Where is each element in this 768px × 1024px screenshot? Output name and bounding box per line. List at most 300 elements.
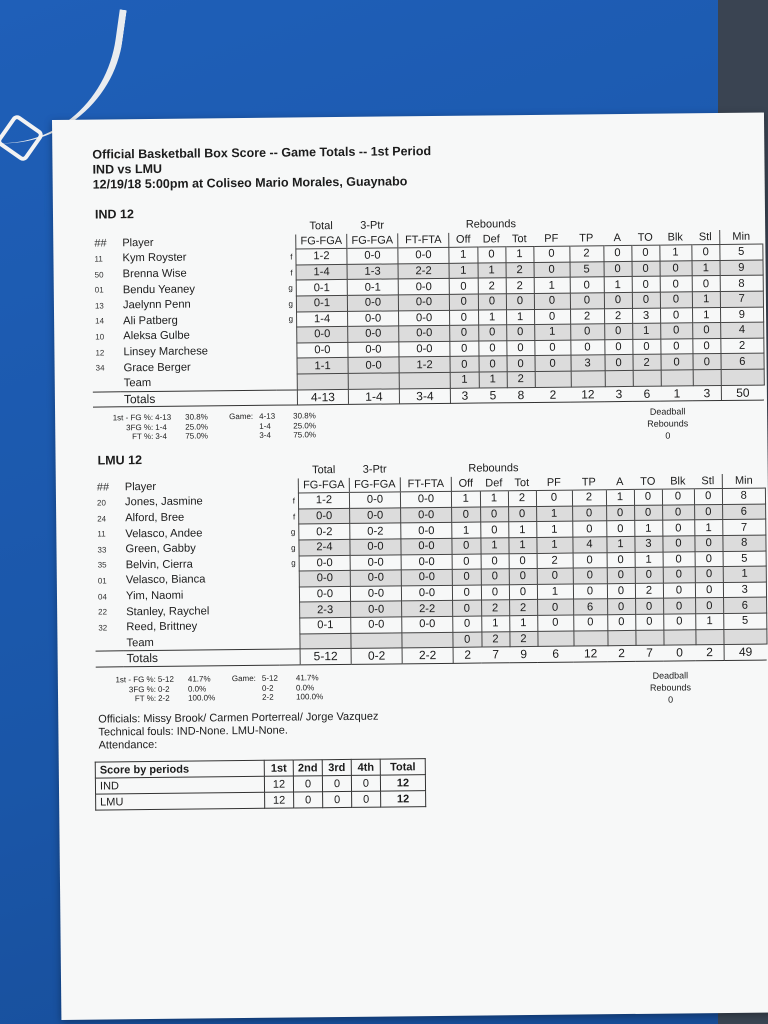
pct-cell: 100.0% <box>188 693 216 703</box>
stat-def: 0 <box>478 341 506 357</box>
stat-off: 0 <box>453 616 482 632</box>
blank-cell <box>279 633 300 649</box>
rebounds-label: Rebounds <box>647 418 689 429</box>
stat-blk: 0 <box>660 276 692 292</box>
stat-pf: 1 <box>534 324 570 340</box>
stat-fg: 0-0 <box>297 342 348 358</box>
stat-fg3: 0-0 <box>348 342 399 358</box>
stat-blk: 0 <box>660 354 692 370</box>
pct-cell: 0.0% <box>295 682 315 692</box>
player-position <box>279 571 300 587</box>
pct-cell: 3-4 <box>155 431 167 441</box>
player-name: Grace Berger <box>123 361 191 374</box>
stat-ft: 0-0 <box>400 492 451 508</box>
team-ft <box>399 372 450 388</box>
stl-header: Stl <box>691 230 720 245</box>
player-number: 33 <box>97 545 107 555</box>
def-header: Def <box>477 232 505 247</box>
ind-shooting-pct <box>99 411 333 442</box>
player-number: 12 <box>95 348 105 358</box>
period-cell: LMU <box>96 792 265 810</box>
stat-pf: 0 <box>533 246 569 262</box>
stat-tot: 1 <box>508 537 536 553</box>
pct-line <box>102 692 336 704</box>
pct-cell: FT %: <box>132 431 154 442</box>
stat-pf: 1 <box>536 521 572 537</box>
stat-to: 2 <box>635 583 663 599</box>
stat-blk: 0 <box>662 520 694 536</box>
stat-tp: 2 <box>569 246 603 262</box>
stat-tot: 1 <box>505 247 533 263</box>
stat-off: 1 <box>452 522 481 538</box>
pct-cell: 30.8% <box>185 412 208 422</box>
team-fg <box>300 633 351 649</box>
stat-tot: 1 <box>506 309 534 325</box>
period-header: 2nd <box>293 760 322 776</box>
stat-tp: 0 <box>572 521 606 537</box>
player-position <box>279 602 300 618</box>
stat-fg: 0-1 <box>296 295 347 311</box>
totals-label: Totals <box>121 390 277 407</box>
period-header: Total <box>380 759 425 775</box>
total-off: 2 <box>453 647 482 663</box>
deadball-value: 0 <box>668 694 674 705</box>
technical-fouls: Technical fouls: IND-None. LMU-None. <box>98 724 289 739</box>
stat-off: 0 <box>450 325 479 341</box>
stat-blk: 0 <box>660 292 692 308</box>
ft-header: FT-FTA <box>400 476 451 492</box>
stat-min: 6 <box>721 353 764 369</box>
stat-fg3: 0-0 <box>350 508 401 524</box>
total-tot: 8 <box>507 387 535 403</box>
lmu-box-table <box>94 459 768 668</box>
pct-cell: 3FG %: <box>126 422 154 432</box>
player-position: f <box>292 512 296 522</box>
player-name: Brenna Wise <box>122 267 187 281</box>
period-cell: 12 <box>381 791 426 807</box>
pct-cell: 3FG %: <box>128 684 157 694</box>
stat-blk: 0 <box>660 307 692 323</box>
blank-cell <box>280 649 301 665</box>
stat-ft: 0-0 <box>401 569 452 585</box>
stat-pf: 0 <box>534 340 570 356</box>
team-blk <box>661 370 693 386</box>
stat-def: 2 <box>478 278 506 294</box>
player-position <box>276 343 297 359</box>
stat-tot: 2 <box>506 278 534 294</box>
stat-pf: 0 <box>534 293 570 309</box>
total-stl: 3 <box>693 385 722 401</box>
period-header: 3rd <box>322 759 351 775</box>
pf-header: PF <box>533 231 569 246</box>
blk-header: Blk <box>659 230 691 245</box>
stat-tp: 5 <box>570 262 604 278</box>
deadball-value: 0 <box>665 430 671 441</box>
fg-header: FG-FGA <box>296 234 347 250</box>
stat-off: 0 <box>453 600 482 616</box>
total-to: 6 <box>633 386 661 402</box>
stat-a: 0 <box>604 339 632 355</box>
pct-cell: 75.0% <box>293 430 317 440</box>
stat-off: 0 <box>452 538 481 554</box>
min-header: Min <box>722 473 765 489</box>
stat-stl: 1 <box>695 613 724 629</box>
stat-pf: 1 <box>537 584 573 600</box>
stat-min: 4 <box>721 322 764 338</box>
stat-a: 0 <box>604 292 632 308</box>
stat-a: 0 <box>606 505 634 521</box>
fg3-header: FG-FGA <box>349 477 400 493</box>
stat-blk: 0 <box>660 261 692 277</box>
def-header: Def <box>480 476 508 491</box>
stat-off: 0 <box>452 569 481 585</box>
stat-a: 0 <box>604 261 632 277</box>
stat-def: 0 <box>478 356 506 372</box>
period-cell: 0 <box>294 792 323 808</box>
stat-fg: 0-2 <box>299 524 350 540</box>
stat-stl: 0 <box>695 567 724 583</box>
stat-tp: 0 <box>573 583 607 599</box>
stat-stl: 0 <box>692 323 721 339</box>
period-cell: 0 <box>293 776 322 792</box>
stat-blk: 0 <box>660 323 692 339</box>
stat-tot: 2 <box>508 491 536 507</box>
stat-blk: 1 <box>659 245 691 261</box>
matchup: IND vs LMU <box>92 161 163 177</box>
blank-cell <box>93 376 121 392</box>
lmu-team-title: LMU 12 <box>97 453 143 468</box>
blank-cell <box>398 218 449 233</box>
stat-a: 0 <box>607 568 635 584</box>
stat-min: 9 <box>720 307 763 323</box>
stat-tp: 0 <box>572 506 606 522</box>
period-cell: 0 <box>351 775 380 791</box>
player-name: Ali Patberg <box>123 314 178 328</box>
pct-cell: 1st - FG %: <box>115 674 156 685</box>
team-to <box>633 370 661 386</box>
total-fg3: 1-4 <box>348 388 399 404</box>
player-number: 22 <box>98 607 108 617</box>
player-name: Velasco, Andee <box>125 527 203 540</box>
stat-stl: 1 <box>692 260 721 276</box>
stat-fg: 1-1 <box>297 358 348 374</box>
stat-tot: 2 <box>506 262 534 278</box>
team-to <box>635 630 663 646</box>
stat-def: 0 <box>480 507 508 523</box>
stat-fg: 1-4 <box>296 264 347 280</box>
off-header: Off <box>451 476 480 491</box>
stat-to: 1 <box>634 521 662 537</box>
player-name: Linsey Marchese <box>123 345 209 359</box>
tot-header: Tot <box>505 232 533 247</box>
team-off: 0 <box>453 632 482 648</box>
stat-a: 0 <box>607 599 635 615</box>
position-header <box>278 478 299 493</box>
blank-cell <box>93 391 121 407</box>
stat-fg3: 0-0 <box>350 586 401 602</box>
player-header: Player <box>122 237 154 250</box>
blank-cell <box>96 651 124 667</box>
pct-cell: Game: <box>229 411 254 422</box>
player-header: Player <box>124 481 157 494</box>
blank-cell <box>277 374 298 390</box>
stat-off: 1 <box>449 263 478 279</box>
stat-tp: 0 <box>570 293 604 309</box>
stat-ft: 0-0 <box>401 523 452 539</box>
lmu-shooting-pct <box>102 673 336 704</box>
player-number: 04 <box>97 591 107 602</box>
total-a: 3 <box>605 386 633 402</box>
stat-min: 9 <box>720 260 763 276</box>
stat-to: 0 <box>634 489 662 505</box>
stat-to: 1 <box>632 323 660 339</box>
player-position <box>279 618 300 634</box>
stl-header: Stl <box>694 474 723 489</box>
stat-blk: 0 <box>662 536 694 552</box>
stat-min: 5 <box>723 551 766 567</box>
stat-tot: 0 <box>508 506 536 522</box>
stat-fg3: 0-0 <box>348 310 399 326</box>
stat-off: 0 <box>452 507 481 523</box>
pct-line <box>99 430 333 442</box>
stat-fg3: 0-0 <box>350 539 401 555</box>
stat-a: 1 <box>604 277 632 293</box>
stat-tot: 0 <box>509 584 537 600</box>
player-position <box>279 587 300 603</box>
period-header: Score by periods <box>95 760 264 778</box>
stat-pf: 0 <box>537 568 573 584</box>
team-tot: 2 <box>509 631 537 647</box>
fg-header: FG-FGA <box>298 478 349 494</box>
total-tp: 12 <box>574 646 608 662</box>
stat-tp: 4 <box>572 537 606 553</box>
a-header: A <box>606 475 634 490</box>
stat-tp: 0 <box>573 568 607 584</box>
period-cell: 0 <box>322 775 351 791</box>
game-date-venue: 12/19/18 5:00pm at Coliseo Mario Morales, Guaynabo <box>92 174 408 192</box>
stat-a: 0 <box>607 614 635 630</box>
stat-fg: 0-0 <box>299 555 350 571</box>
player-number: 35 <box>97 560 107 570</box>
player-number: 24 <box>97 514 107 524</box>
stat-stl: 0 <box>692 276 721 292</box>
player-position: f <box>290 252 293 262</box>
blank-cell <box>95 635 123 651</box>
blank-cell <box>277 389 298 405</box>
report-title: Official Basketball Box Score -- Game Totals -- 1st Period <box>92 144 432 162</box>
stat-pf: 0 <box>537 615 573 631</box>
stat-pf: 1 <box>536 537 572 553</box>
stat-ft: 0-0 <box>401 538 452 554</box>
stat-off: 0 <box>450 310 479 326</box>
stat-ft: 0-0 <box>399 326 450 342</box>
stat-fg3: 0-0 <box>348 326 399 342</box>
stat-to: 2 <box>632 354 660 370</box>
stat-min: 5 <box>720 244 763 260</box>
stat-min: 3 <box>723 582 766 598</box>
stat-stl: 0 <box>695 598 724 614</box>
player-number: 11 <box>97 529 106 539</box>
three-ptr-header: 3-Ptr <box>362 463 387 477</box>
stat-min: 7 <box>723 519 766 535</box>
pct-cell: 3-4 <box>259 430 271 440</box>
officials: Officials: Missy Brook/ Carmen Porterreal/ Jorge Vazquez <box>98 710 379 726</box>
stat-fg3: 0-0 <box>350 570 401 586</box>
stat-to: 0 <box>632 277 660 293</box>
team-tot: 2 <box>507 371 535 387</box>
period-cell: 12 <box>380 775 425 791</box>
stat-blk: 0 <box>663 614 695 630</box>
rebounds-header: Rebounds <box>468 462 519 475</box>
period-cell: 12 <box>264 776 293 792</box>
pct-cell: 25.0% <box>293 420 316 430</box>
stat-def: 0 <box>480 522 508 538</box>
player-name: Reed, Brittney <box>126 620 198 634</box>
player-position: g <box>290 527 296 537</box>
stat-ft: 0-0 <box>398 294 449 310</box>
blk-header: Blk <box>662 474 694 489</box>
stat-pf: 1 <box>536 506 572 522</box>
stat-def: 0 <box>481 584 509 600</box>
stat-tp: 0 <box>573 615 607 631</box>
pct-cell: 41.7% <box>295 673 319 683</box>
ind-team-title: IND 12 <box>94 207 134 222</box>
stat-fg3: 1-3 <box>347 264 398 280</box>
player-position: g <box>290 543 296 553</box>
stat-off: 0 <box>449 278 478 294</box>
stat-a: 0 <box>606 521 634 537</box>
team-pf <box>535 371 571 387</box>
stat-blk: 0 <box>663 567 695 583</box>
pct-cell: 25.0% <box>185 421 208 432</box>
pct-cell: 41.7% <box>187 674 211 684</box>
period-cell: 0 <box>323 791 352 807</box>
player-number: 20 <box>96 498 106 508</box>
stat-fg: 0-1 <box>296 280 347 296</box>
player-position <box>277 358 298 374</box>
stat-tp: 0 <box>570 324 604 340</box>
to-header: TO <box>634 474 662 489</box>
player-number: 01 <box>94 285 104 295</box>
stat-tp: 0 <box>570 277 604 293</box>
stat-ft: 0-0 <box>401 554 452 570</box>
stat-ft: 0-0 <box>398 248 449 264</box>
total-fg3: 0-2 <box>351 648 402 664</box>
period-row <box>96 791 426 810</box>
stat-to: 0 <box>632 292 660 308</box>
total-pf: 2 <box>535 387 571 403</box>
stat-off: 0 <box>450 356 479 372</box>
team-label: Team <box>126 636 154 649</box>
pct-cell: 4-13 <box>259 411 276 421</box>
stat-ft: 0-0 <box>399 310 450 326</box>
total-a: 2 <box>608 646 636 662</box>
document-header <box>92 144 431 193</box>
stat-ft: 0-0 <box>401 507 452 523</box>
stat-fg: 0-0 <box>299 571 350 587</box>
stat-blk: 0 <box>662 505 694 521</box>
min-header: Min <box>720 229 763 245</box>
stat-blk: 0 <box>663 551 695 567</box>
player-name: Green, Gabby <box>125 542 196 556</box>
stat-min: 8 <box>722 488 765 504</box>
stat-to: 0 <box>635 567 663 583</box>
pct-cell: 0.0% <box>187 683 207 694</box>
stat-pf: 0 <box>536 490 572 506</box>
stat-ft: 2-2 <box>402 601 453 617</box>
stat-fg: 0-0 <box>299 508 350 524</box>
blank-cell <box>400 462 451 477</box>
stat-fg3: 0-0 <box>351 601 402 617</box>
stat-tot: 0 <box>509 569 537 585</box>
stat-a: 1 <box>606 490 634 506</box>
total-ft: 2-2 <box>402 647 453 663</box>
period-cell: 12 <box>265 792 294 808</box>
stat-to: 0 <box>635 614 663 630</box>
stat-pf: 0 <box>534 262 570 278</box>
stat-def: 1 <box>478 263 506 279</box>
player-number: 14 <box>95 316 105 326</box>
pct-cell: 1-4 <box>259 421 271 431</box>
stat-off: 1 <box>449 247 478 263</box>
game-info <box>98 711 379 753</box>
player-name: Velasco, Bianca <box>125 573 206 587</box>
stat-to: 0 <box>631 245 659 261</box>
stat-ft: 1-2 <box>399 357 450 373</box>
player-number: 13 <box>94 301 104 311</box>
stat-fg3: 0-0 <box>349 492 400 508</box>
ft-header: FT-FTA <box>398 232 449 248</box>
fg3-header: FG-FGA <box>347 233 398 249</box>
team-stl <box>693 369 722 385</box>
player-position: g <box>288 314 294 324</box>
stat-stl: 0 <box>692 338 721 354</box>
tot-header: Tot <box>508 476 536 491</box>
player-position: g <box>291 558 296 568</box>
stat-to: 0 <box>632 339 660 355</box>
stat-fg: 1-2 <box>298 493 349 509</box>
stat-blk: 0 <box>663 583 695 599</box>
ind-deadball-rebounds <box>647 405 688 441</box>
pct-cell: 2-2 <box>262 692 274 702</box>
stat-def: 1 <box>480 538 508 554</box>
pct-cell: FT %: <box>134 693 157 704</box>
stat-def: 0 <box>481 553 509 569</box>
player-position: f <box>290 268 293 278</box>
team-pf <box>537 631 573 647</box>
rebounds-header: Rebounds <box>465 218 517 231</box>
stat-tp: 2 <box>572 490 606 506</box>
team-ft <box>402 632 453 648</box>
stat-stl: 0 <box>694 535 723 551</box>
total-def: 5 <box>479 387 507 403</box>
stat-fg3: 0-2 <box>350 523 401 539</box>
stat-tot: 1 <box>508 522 536 538</box>
pct-cell: Game: <box>231 673 256 684</box>
stat-a: 0 <box>604 324 632 340</box>
stat-to: 3 <box>634 536 662 552</box>
stat-ft: 2-2 <box>398 263 449 279</box>
three-ptr-header: 3-Ptr <box>360 219 385 233</box>
stat-min: 8 <box>723 535 766 551</box>
stat-min: 6 <box>724 597 767 613</box>
player-position: g <box>288 299 293 309</box>
player-position <box>276 327 297 343</box>
stat-to: 0 <box>635 598 663 614</box>
stat-fg3: 0-1 <box>347 279 398 295</box>
stat-min: 5 <box>724 613 767 629</box>
total-to: 7 <box>636 645 664 661</box>
